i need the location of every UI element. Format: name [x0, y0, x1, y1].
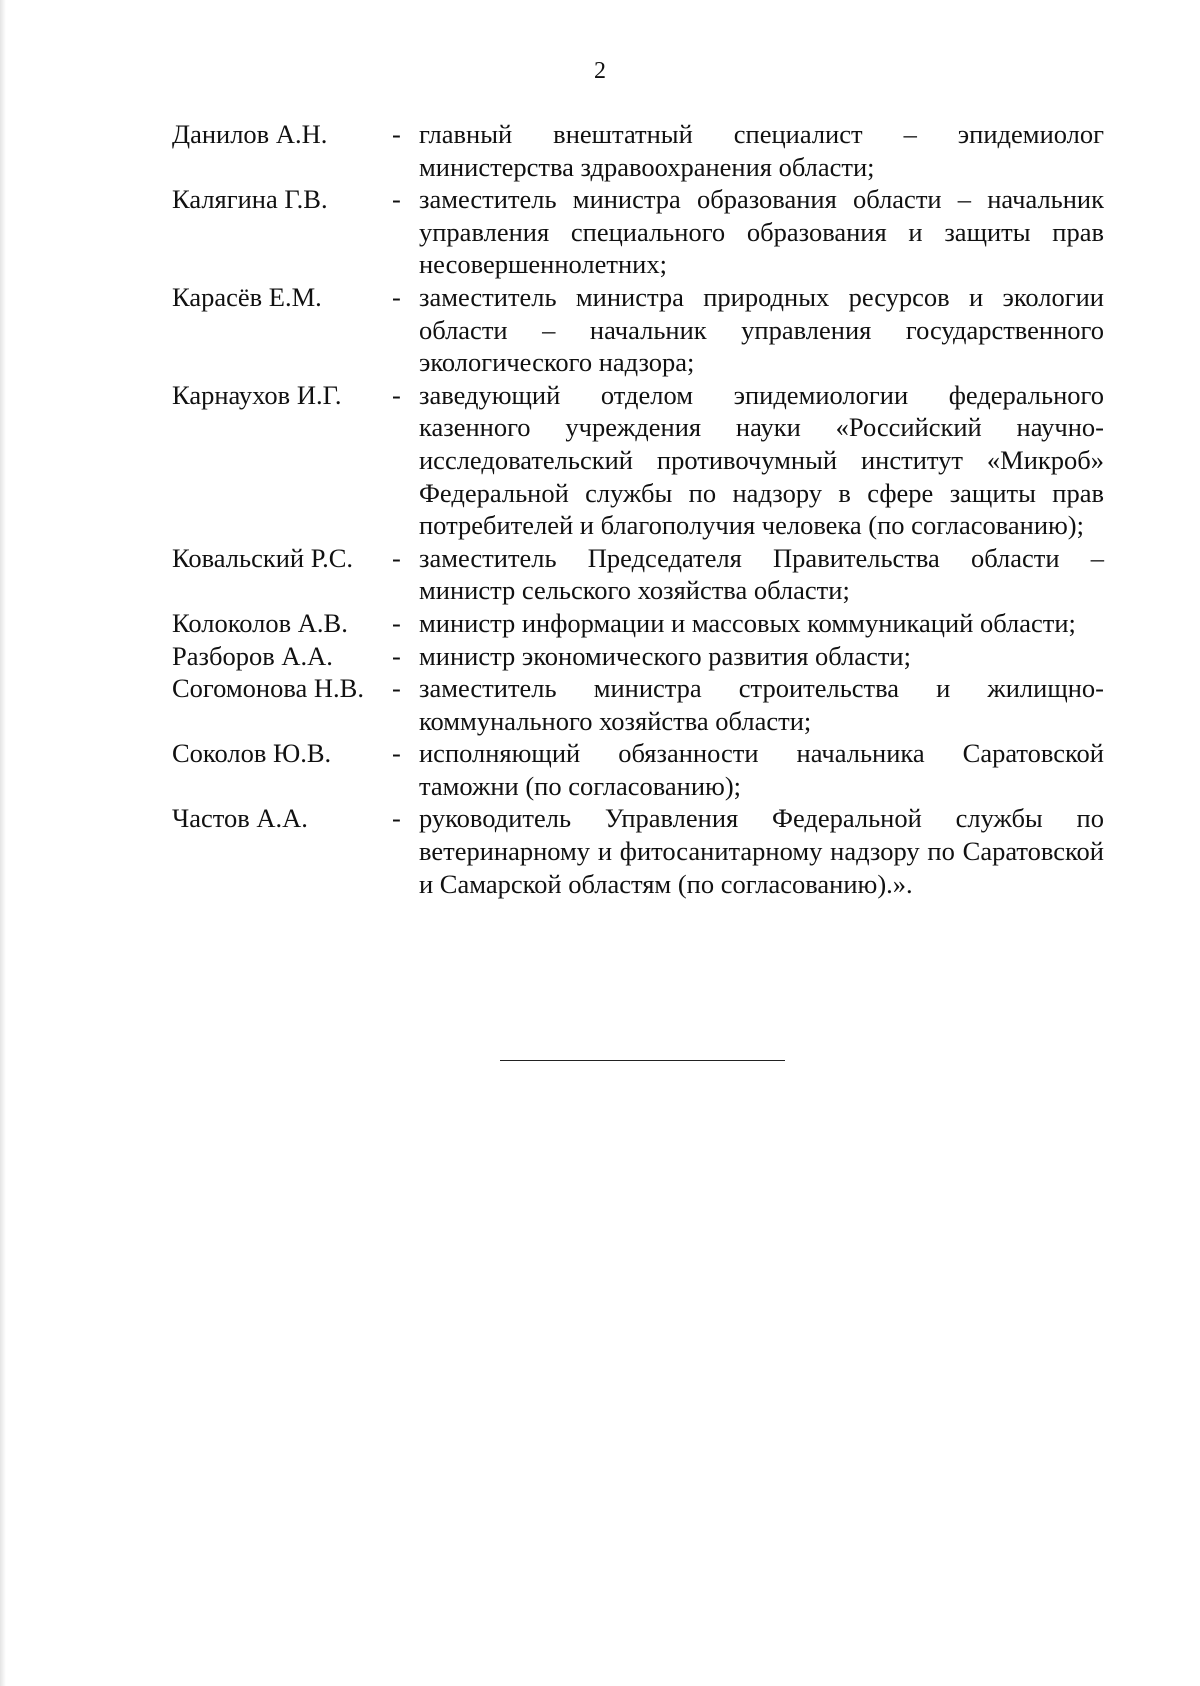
member-name: Карнаухов И.Г.: [172, 379, 342, 410]
member-name: Карасёв Е.М.: [172, 281, 322, 312]
member-dash: -: [392, 379, 401, 410]
member-role: заведующий отделом эпидемиологии федерального казенного учреждения науки «Российский научно-исследовательский противочумный институт «Микроб» Федеральной службы по надзору в сфере защиты прав потребителей и благополучия человека (по согласованию);: [419, 379, 1104, 541]
member-name: Колоколов А.В.: [172, 607, 348, 638]
member-row: [172, 737, 1104, 802]
member-name: Данилов А.Н.: [172, 119, 328, 149]
member-row: [172, 607, 1104, 640]
member-dash: -: [392, 673, 401, 704]
member-row: [172, 281, 1104, 379]
member-row: [172, 379, 1104, 542]
member-dash: -: [392, 607, 401, 638]
member-name: Частов А.А.: [172, 803, 308, 834]
member-dash: -: [392, 803, 401, 834]
member-name: Согомонова Н.В.: [172, 673, 364, 704]
member-role: министр информации и массовых коммуникаций области;: [419, 607, 1076, 638]
member-row: [172, 542, 1104, 607]
member-dash: -: [392, 281, 401, 312]
member-role: заместитель Председателя Правительства области – министр сельского хозяйства области;: [419, 542, 1104, 606]
member-name: Соколов Ю.В.: [172, 738, 332, 769]
member-dash: -: [392, 640, 401, 671]
member-list: [172, 118, 1104, 900]
member-name: Ковальский Р.С.: [172, 542, 354, 573]
page-number: 2: [594, 58, 606, 84]
member-dash: -: [392, 119, 401, 149]
member-role: заместитель министра строительства и жилищно-коммунального хозяйства области;: [419, 673, 1104, 736]
member-role: заместитель министра образования области – начальник управления специального образования и защиты прав несовершеннолетних;: [419, 184, 1104, 280]
scan-edge-shadow: [0, 0, 6, 1686]
member-role: главный внештатный специалист – эпидемиолог министерства здравоохранения области;: [419, 119, 1104, 182]
member-row: [172, 118, 1104, 183]
member-role: заместитель министра природных ресурсов и экологии области – начальник управления государственного экологического надзора;: [419, 281, 1104, 378]
member-role: исполняющий обязанности начальника Саратовской таможни (по согласованию);: [419, 738, 1104, 801]
member-row: [172, 672, 1104, 737]
member-dash: -: [392, 184, 401, 215]
member-dash: -: [392, 542, 401, 573]
member-dash: -: [392, 738, 401, 769]
member-role: руководитель Управления Федеральной службы по ветеринарному и фитосанитарному надзору по Саратовской и Самарской областям (по согласованию).».: [419, 803, 1104, 899]
member-role: министр экономического развития области;: [419, 640, 911, 671]
member-row: [172, 802, 1104, 900]
member-row: [172, 640, 1104, 673]
member-name: Разборов А.А.: [172, 640, 333, 671]
member-name: Калягина Г.В.: [172, 184, 328, 215]
member-row: [172, 183, 1104, 281]
closing-divider-line: [500, 1060, 785, 1061]
